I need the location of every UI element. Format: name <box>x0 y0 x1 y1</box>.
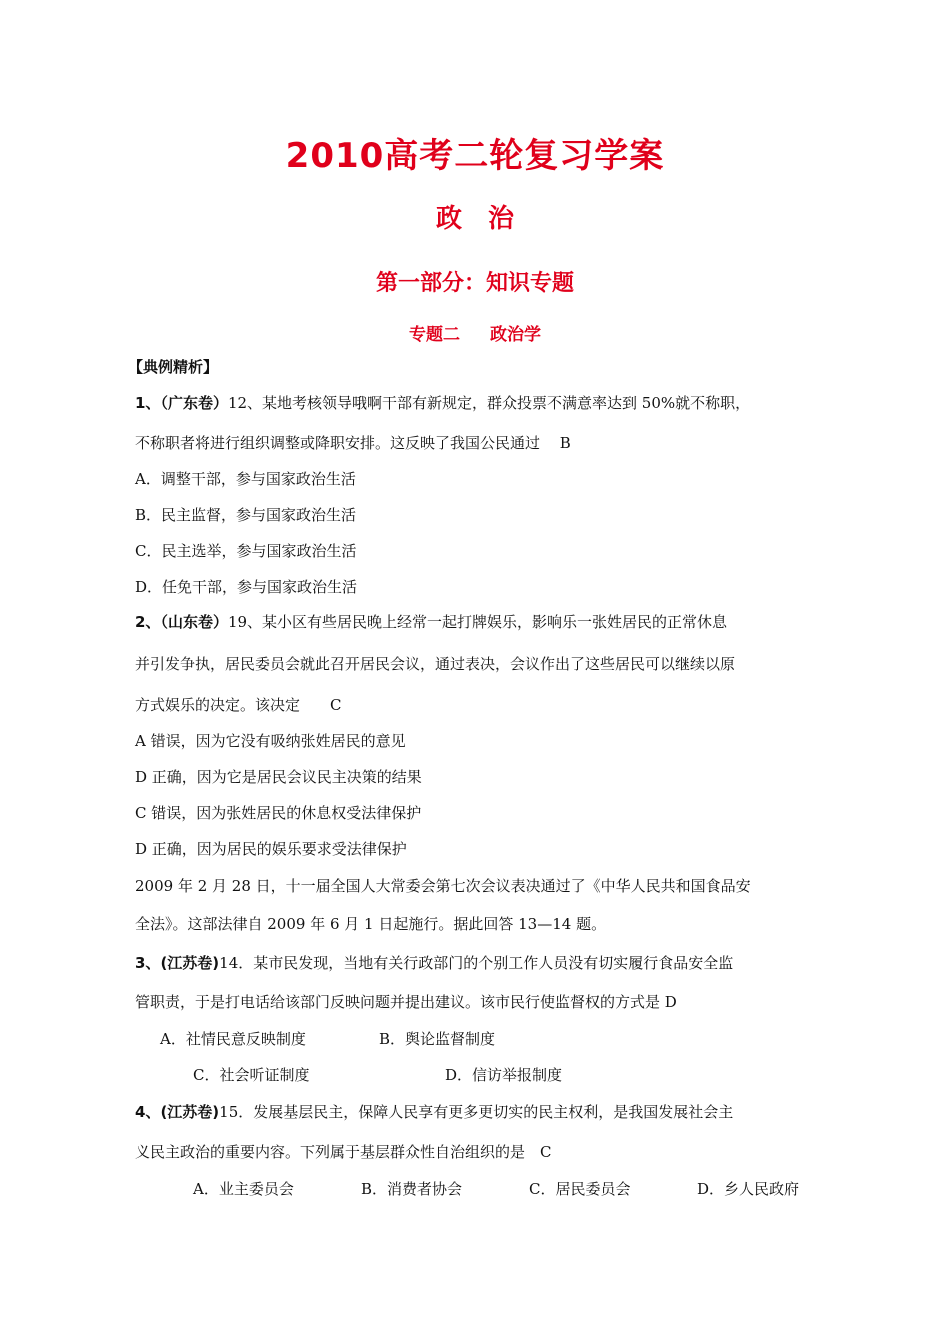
q4-number: 4、 <box>135 1103 161 1121</box>
q4-line-2: 义民主政治的重要内容。下列属于基层群众性自治组织的是 C <box>135 1143 552 1161</box>
q1-text-1: 12、某地考核领导哦啊干部有新规定，群众投票不满意率达到 50%就不称职， <box>227 394 751 412</box>
topic-title <box>0 320 950 345</box>
intro-line-1: 2009 年 2 月 28 日，十一届全国人大常委会第七次会议表决通过了《中华人民共和国食品安 <box>135 877 751 895</box>
q2-option-d: D 正确，因为居民的娱乐要求受法律保护 <box>135 840 407 858</box>
q1-option-b: B．民主监督，参与国家政治生活 <box>135 506 357 524</box>
q2-line-3: 方式娱乐的决定。该决定 C <box>135 696 342 714</box>
q1-line-1 <box>135 393 750 413</box>
q1-option-c: C．民主选举，参与国家政治生活 <box>135 542 357 560</box>
q4-option-a: A．业主委员会 <box>193 1180 294 1198</box>
q1-line-2: 不称职者将进行组织调整或降职安排。这反映了我国公民通过 B <box>135 434 571 452</box>
subject-char-2: 治 <box>488 204 515 234</box>
section-label: 【典例精析】 <box>128 358 219 376</box>
q2-text-1: 19、某小区有些居民晚上经常一起打牌娱乐，影响乐一张姓居民的正常休息 <box>227 613 728 631</box>
q3-line-2: 管职责，于是打电话给该部门反映问题并提出建议。该市民行使监督权的方式是 D <box>135 993 677 1011</box>
q2-option-a: A 错误，因为它没有吸纳张姓居民的意见 <box>135 732 406 750</box>
q3-option-c: C．社会听证制度 <box>193 1066 310 1084</box>
q3-source: (江苏卷) <box>160 954 220 972</box>
q4-option-d: D．乡人民政府 <box>697 1180 800 1198</box>
q2-line-1 <box>135 612 727 632</box>
q4-text-1: 15．发展基层民主，保障人民享有更多更切实的民主权利，是我国发展社会主 <box>219 1103 734 1121</box>
q3-number: 3、 <box>135 954 161 972</box>
q3-option-b: B．舆论监督制度 <box>379 1030 496 1048</box>
q1-option-a: A．调整干部，参与国家政治生活 <box>135 470 356 488</box>
q4-option-b: B．消费者协会 <box>361 1180 463 1198</box>
topic-number: 专题二 <box>409 325 460 345</box>
q2-option-c: C 错误，因为张姓居民的休息权受法律保护 <box>135 804 422 822</box>
q3-option-d: D．信访举报制度 <box>445 1066 563 1084</box>
q2-number: 2、 <box>135 613 161 631</box>
q3-option-a: A．社情民意反映制度 <box>160 1030 306 1048</box>
document-title: 2010高考二轮复习学案 <box>285 136 665 176</box>
q4-line-1 <box>135 1102 733 1122</box>
q2-option-b: D 正确，因为它是居民会议民主决策的结果 <box>135 768 422 786</box>
q1-option-d: D．任免干部，参与国家政治生活 <box>135 578 358 596</box>
subject-title <box>0 198 950 235</box>
q2-source: （山东卷） <box>160 613 228 631</box>
q4-source: (江苏卷) <box>160 1103 220 1121</box>
q4-option-c: C．居民委员会 <box>529 1180 631 1198</box>
topic-name: 政治学 <box>490 325 541 345</box>
subject-char-1: 政 <box>435 204 462 234</box>
intro-line-2: 全法》。这部法律自 2009 年 6 月 1 日起施行。据此回答 13—14 题。 <box>135 915 607 933</box>
q1-source: （广东卷） <box>160 394 228 412</box>
part-title: 第一部分：知识专题 <box>375 271 574 296</box>
q2-line-2: 并引发争执，居民委员会就此召开居民会议，通过表决，会议作出了这些居民可以继续以原 <box>135 655 736 673</box>
q1-number: 1、 <box>135 394 161 412</box>
q3-text-1: 14．某市民发现，当地有关行政部门的个别工作人员没有切实履行食品安全监 <box>219 954 734 972</box>
q3-line-1 <box>135 953 733 973</box>
